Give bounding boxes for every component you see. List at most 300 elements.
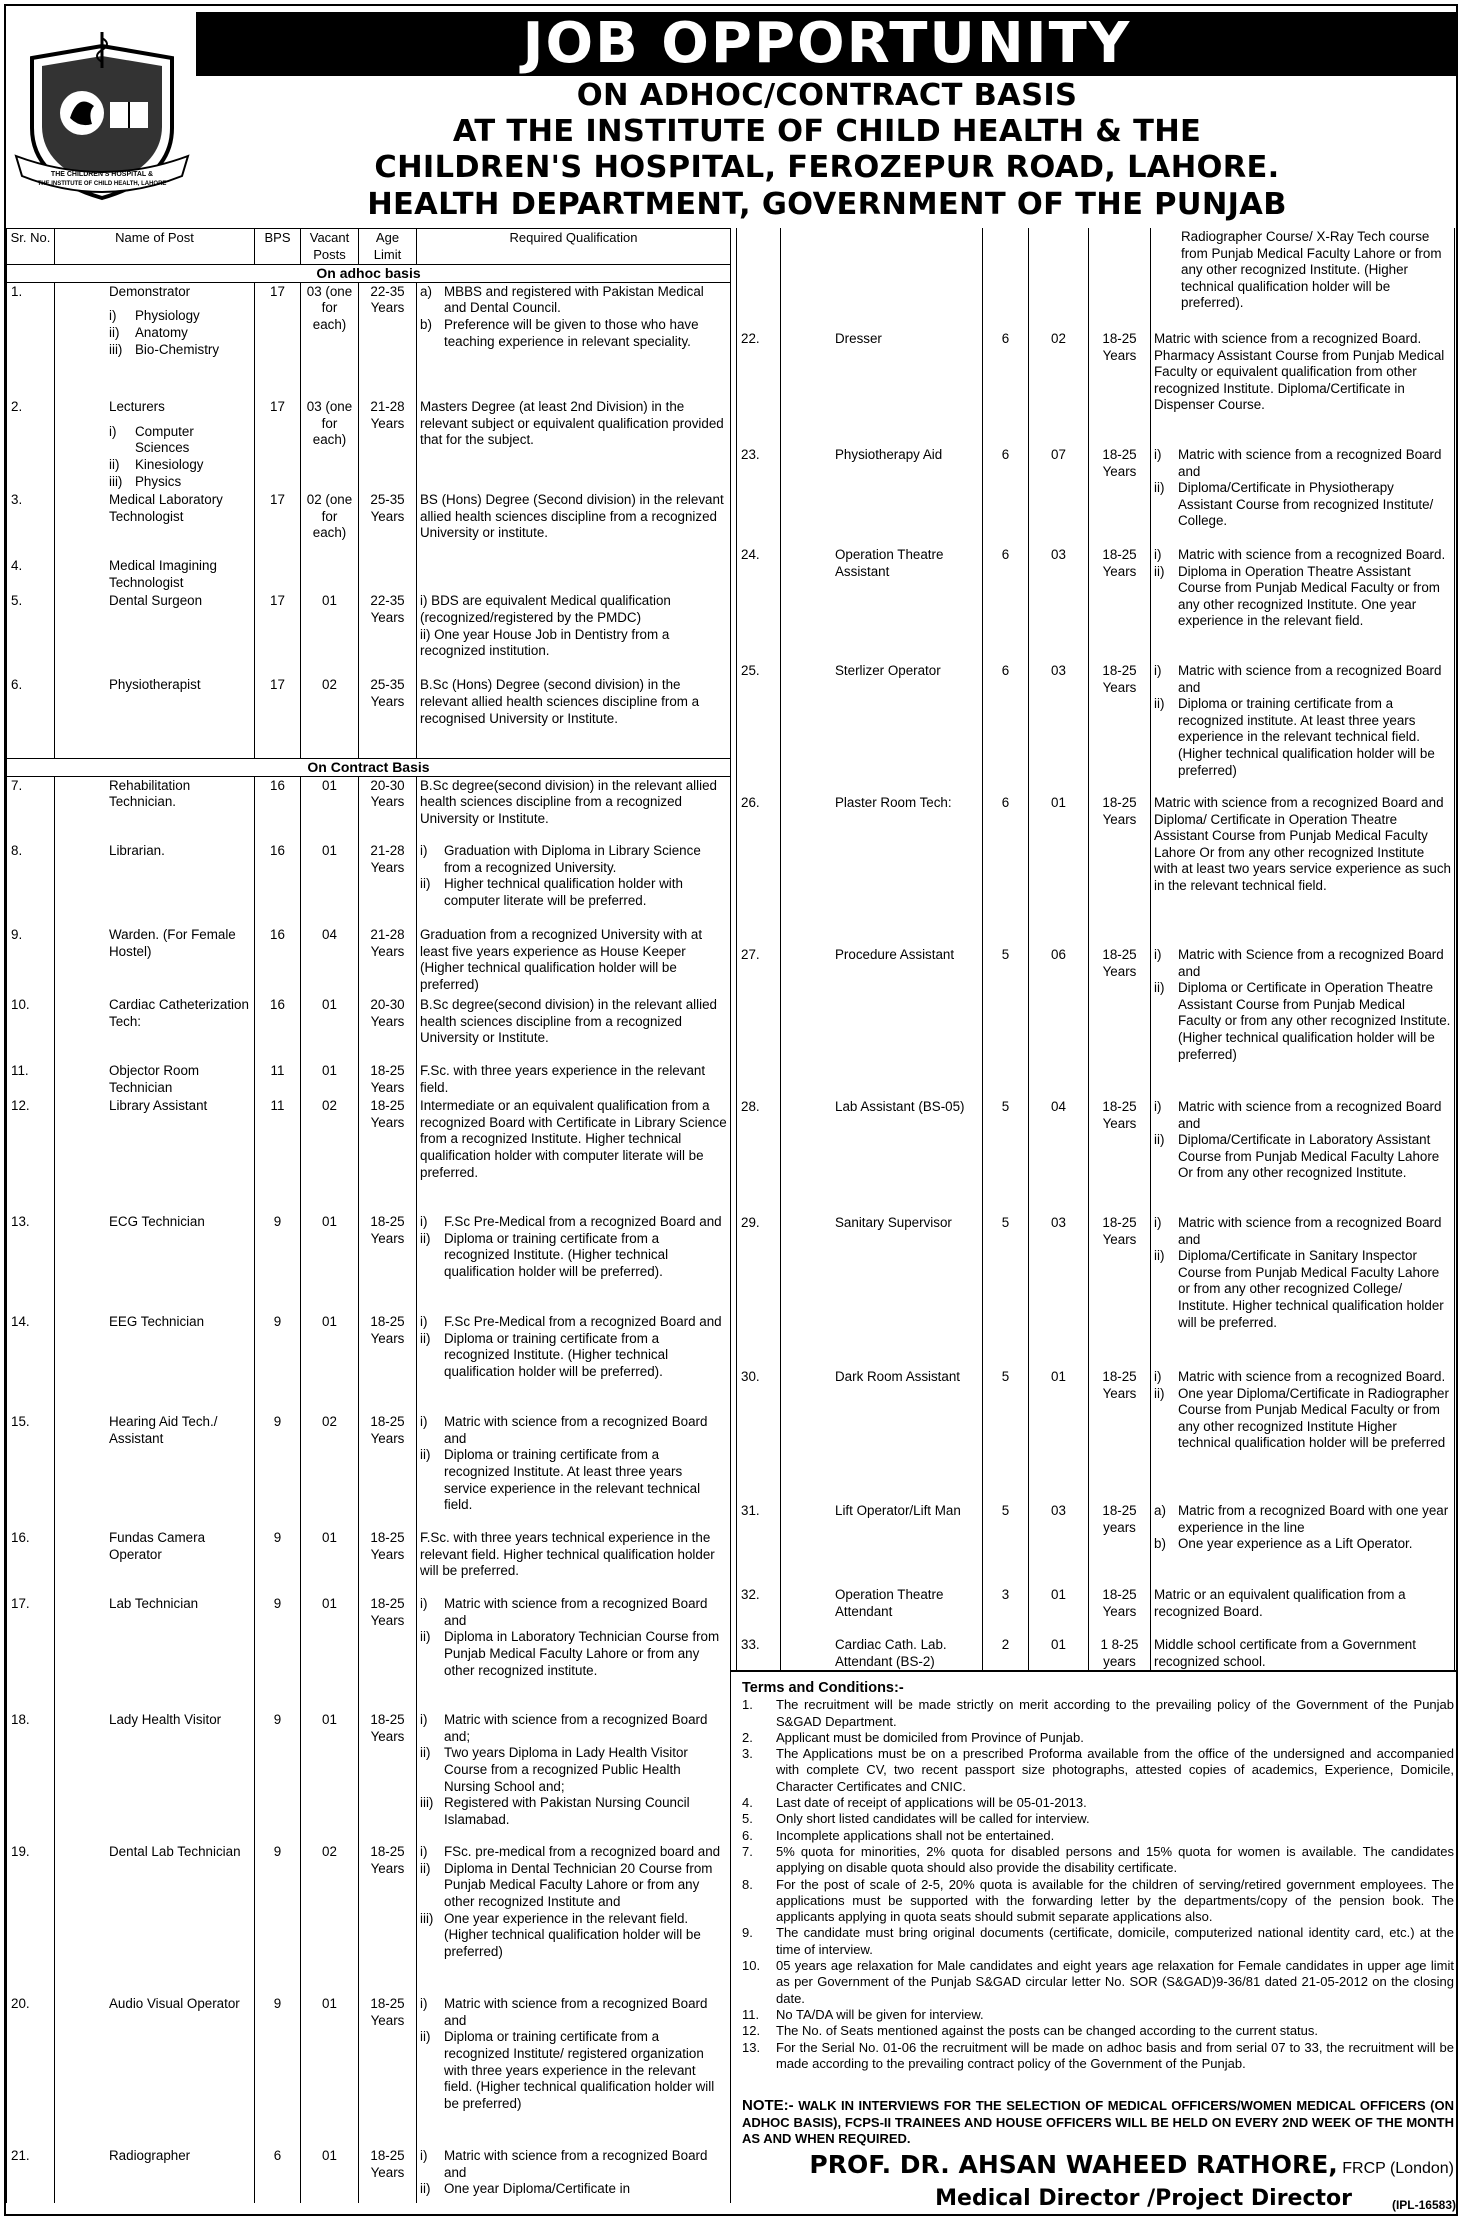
row-bps: 11 xyxy=(255,1097,301,1213)
qualification-marker: i) xyxy=(420,1844,428,1860)
qualification-item xyxy=(420,778,727,828)
qualification-item xyxy=(1154,1099,1451,1132)
row-qualification xyxy=(417,842,731,926)
terms-item xyxy=(742,2007,1454,2023)
qualification-marker: ii) xyxy=(420,876,431,892)
row-post-name xyxy=(55,282,255,398)
row-age-limit: 25-35 Years xyxy=(359,676,417,758)
row-bps: 16 xyxy=(255,926,301,996)
table-row xyxy=(737,946,1455,1098)
row-post-name xyxy=(55,491,255,557)
row-vacant-posts: 02 (one for each) xyxy=(301,491,359,557)
qualification-item xyxy=(1154,795,1451,895)
table-row xyxy=(737,1502,1455,1586)
note-label: NOTE:- xyxy=(742,2097,794,2114)
row-age-limit: 18-25 Years xyxy=(1089,330,1151,446)
qualification-text: F.Sc. with three years experience in the relevant field. xyxy=(420,1063,706,1095)
row-post-name xyxy=(55,842,255,926)
terms-item-number: 6. xyxy=(742,1827,753,1843)
table-row xyxy=(7,1213,731,1313)
row-sr-no: 8. xyxy=(7,842,55,926)
row-bps: 16 xyxy=(255,776,301,842)
row-vacant-posts: 02 xyxy=(1029,330,1089,446)
row-bps: 2 xyxy=(983,1636,1029,1671)
row-bps: 3 xyxy=(983,1586,1029,1636)
row-bps: 17 xyxy=(255,592,301,676)
row-bps: 16 xyxy=(255,842,301,926)
qualification-text: Higher technical qualification holder with computer literate will be preferred. xyxy=(444,876,683,908)
qualification-marker: b) xyxy=(1154,1536,1166,1552)
qualification-text: One year Diploma/Certificate in xyxy=(444,2181,631,2197)
row-qualification xyxy=(1151,1586,1455,1636)
row-qualification xyxy=(417,926,731,996)
post-name: Lift Operator/Lift Man xyxy=(835,1503,961,1518)
qualification-item xyxy=(420,876,727,909)
row-age-limit: 22-35 Years xyxy=(359,282,417,398)
terms-item xyxy=(742,1844,1454,1877)
row-vacant-posts: 01 xyxy=(301,592,359,676)
qualification-item xyxy=(1154,480,1451,530)
row-age-limit: 22-35 Years xyxy=(359,592,417,676)
row-qualification xyxy=(417,1213,731,1313)
post-subject xyxy=(109,325,251,342)
table-row xyxy=(7,776,731,842)
qualification-marker: ii) xyxy=(420,1447,431,1463)
row-age-limit: 18-25 Years xyxy=(359,1843,417,1995)
subject-name: Anatomy xyxy=(135,324,188,340)
terms-item xyxy=(742,1925,1454,1958)
qualification-item xyxy=(1154,331,1451,414)
terms-item xyxy=(742,1811,1454,1827)
qualification-item xyxy=(420,997,727,1047)
qualification-item xyxy=(420,927,727,993)
radiographer-continued: Radiographer Course/ X-Ray Tech course from Punjab Medical Faculty Lahore or from any other recognized Institute. (Higher technical qualification holder will be preferred). xyxy=(1151,228,1455,330)
row-bps: 16 xyxy=(255,996,301,1062)
table-row xyxy=(737,546,1455,662)
header-sr-no: Sr. No. xyxy=(7,229,55,265)
post-name: Physiotherapy Aid xyxy=(835,447,943,462)
terms-item-number: 5. xyxy=(742,1811,753,1827)
row-qualification xyxy=(417,1595,731,1711)
post-name: Procedure Assistant xyxy=(835,947,955,962)
qualification-marker: ii) xyxy=(420,2181,431,2197)
terms-item-text: The No. of Seats mentioned against the posts can be changed according to the current status. xyxy=(776,2023,1319,2039)
qualification-item xyxy=(420,1530,727,1580)
terms-item xyxy=(742,1746,1454,1795)
row-sr-no: 15. xyxy=(7,1413,55,1529)
terms-item-text: Incomplete applications shall not be entertained. xyxy=(776,1827,1055,1843)
terms-item-number: 3. xyxy=(742,1746,753,1762)
qualification-marker: i) xyxy=(420,1596,428,1612)
post-subject xyxy=(109,424,251,457)
note-text: WALK IN INTERVIEWS FOR THE SELECTION OF MEDICAL OFFICERS/WOMEN MEDICAL OFFICERS (ON ADHOC BASIS), FCPS-II TRAINEES AND HOUSE OFFICERS WILL BE HELD ON EVERY 2ND WEEK OF THE MONTH AS AND WHEN REQUIRED. xyxy=(742,2098,1454,2146)
row-bps: 5 xyxy=(983,1502,1029,1586)
qualification-marker: ii) xyxy=(420,1230,431,1246)
row-sr-no: 13. xyxy=(7,1213,55,1313)
row-post-name xyxy=(55,1595,255,1711)
qualification-text: Graduation from a recognized University with at least five years experience as House Keeper (Higher technical qualification holder will be preferred) xyxy=(420,927,703,992)
row-post-name xyxy=(55,776,255,842)
post-name: Lab Technician xyxy=(109,1596,199,1612)
row-post-name xyxy=(55,1097,255,1213)
row-sr-no: 27. xyxy=(737,946,781,1098)
row-vacant-posts: 03 (one for each) xyxy=(301,398,359,491)
row-sr-no: 3. xyxy=(7,491,55,557)
section-contract: On Contract Basis xyxy=(7,758,731,776)
terms-item xyxy=(742,1828,1454,1844)
signatory-title: Medical Director /Project Director xyxy=(935,2186,1352,2211)
qualification-marker: ii) xyxy=(1154,1132,1165,1148)
header-vacant-posts: Vacant Posts xyxy=(301,229,359,265)
terms-item xyxy=(742,1958,1454,2007)
qualification-marker: i) xyxy=(1154,663,1162,678)
right-column xyxy=(736,228,1455,1671)
post-name: Medical Laboratory Technologist xyxy=(109,492,223,524)
qualification-text: Diploma or training certificate from a recognized Institute. (Higher technical qualification holder will be preferred). xyxy=(444,1230,669,1279)
row-bps: 9 xyxy=(255,1213,301,1313)
qualification-text: Matric with science from a recognized Board. xyxy=(1178,1369,1446,1384)
post-name: Dark Room Assistant xyxy=(835,1369,961,1384)
qualification-text: Preference will be given to those who have teaching experience in relevant speciality. xyxy=(444,316,699,349)
row-vacant-posts: 03 xyxy=(1029,1214,1089,1368)
post-subject xyxy=(109,308,251,325)
qualification-marker: iii) xyxy=(420,1795,434,1811)
qualification-item xyxy=(420,1447,727,1513)
qualification-text: Matric with science from a recognized Board and Diploma/ Certificate in Operation Theatre Assistant Course from Punjab Medical Faculty Lahore Or from any other recognized Institute with at least two years service experience as such in the relevant technical field. xyxy=(1154,795,1451,893)
table-row xyxy=(7,842,731,926)
row-age-limit: 18-25 Years xyxy=(1089,1368,1151,1502)
terms-divider xyxy=(730,1670,1458,1672)
row-age-limit: 21-28 Years xyxy=(359,926,417,996)
row-vacant-posts: 01 xyxy=(301,1595,359,1711)
table-row xyxy=(737,794,1455,946)
post-name: Demonstrator xyxy=(109,283,191,299)
post-name: Library Assistant xyxy=(109,1098,208,1114)
qualification-text: Matric with science from a recognized Board and xyxy=(444,1414,708,1446)
qualification-item xyxy=(420,1861,727,1911)
row-sr-no: 7. xyxy=(7,776,55,842)
row-sr-no: 23. xyxy=(737,446,781,546)
row-vacant-posts: 03 xyxy=(1029,662,1089,794)
qualification-text: One year experience as a Lift Operator. xyxy=(1178,1536,1413,1552)
row-vacant-posts: 01 xyxy=(1029,1586,1089,1636)
qualification-text: Matric with science from a recognized Board and xyxy=(444,2148,708,2180)
table-row xyxy=(7,557,731,592)
qualification-marker: ii) xyxy=(1154,1385,1165,1401)
post-name: Audio Visual Operator xyxy=(109,1996,240,2012)
row-age-limit: 18-25 Years xyxy=(359,2147,417,2203)
table-row xyxy=(7,1711,731,1843)
row-bps: 6 xyxy=(983,446,1029,546)
row-vacant-posts: 06 xyxy=(1029,946,1089,1098)
row-bps: 5 xyxy=(983,1214,1029,1368)
terms-item-text: The candidate must bring original documents (certificate, domicile, computerized national identity card, etc.) at the time of interview. xyxy=(776,1925,1454,1957)
table-row xyxy=(7,1413,731,1529)
table-row xyxy=(7,2147,731,2203)
qualification-marker: ii) xyxy=(1154,1248,1165,1264)
row-bps: 17 xyxy=(255,491,301,557)
row-qualification xyxy=(417,2147,731,2203)
row-post-name xyxy=(55,1711,255,1843)
signature-name-line xyxy=(742,2150,1454,2179)
post-name: Radiographer xyxy=(109,2148,191,2164)
row-post-name xyxy=(55,1313,255,1413)
header-name-of-post: Name of Post xyxy=(55,229,255,265)
row-post-name xyxy=(781,1636,983,1671)
row-age-limit xyxy=(359,557,417,592)
subject-name: Kinesiology xyxy=(135,457,204,473)
row-age-limit: 18-25 Years xyxy=(359,1529,417,1595)
row-age-limit: 25-35 Years xyxy=(359,491,417,557)
qualification-item xyxy=(1154,663,1451,696)
row-post-name xyxy=(781,1214,983,1368)
row-qualification xyxy=(417,676,731,758)
qualification-item xyxy=(420,1712,727,1745)
qualification-text: One year experience in the relevant field. (Higher technical qualification holder will be preferred) xyxy=(444,1910,701,1959)
qualification-item xyxy=(420,627,727,660)
table-row xyxy=(7,1995,731,2147)
post-name: Lecturers xyxy=(109,399,165,415)
row-vacant-posts: 01 xyxy=(301,776,359,842)
qualification-item xyxy=(1154,1248,1451,1331)
qualification-item xyxy=(420,1596,727,1629)
qualification-marker: i) xyxy=(420,1996,428,2012)
row-vacant-posts: 01 xyxy=(301,996,359,1062)
row-sr-no: 22. xyxy=(737,330,781,446)
row-vacant-posts: 04 xyxy=(301,926,359,996)
qualification-item xyxy=(420,1098,727,1181)
row-bps: 9 xyxy=(255,1711,301,1843)
qualification-item xyxy=(1154,447,1451,480)
qualification-item xyxy=(1154,1215,1451,1248)
post-name: Sterlizer Operator xyxy=(835,663,941,678)
row-qualification xyxy=(417,1062,731,1097)
table-row xyxy=(737,1368,1455,1502)
row-qualification xyxy=(417,398,731,491)
row-bps: 9 xyxy=(255,1995,301,2147)
row-age-limit: 18-25 Years xyxy=(1089,1586,1151,1636)
table-row xyxy=(737,330,1455,446)
qualification-text: F.Sc Pre-Medical from a recognized Board and xyxy=(444,1314,722,1330)
terms-item-number: 4. xyxy=(742,1795,753,1811)
qualification-item xyxy=(420,1745,727,1795)
row-age-limit: 18-25 Years xyxy=(359,1097,417,1213)
row-qualification xyxy=(417,1313,731,1413)
row-vacant-posts: 02 xyxy=(301,1097,359,1213)
qualification-item xyxy=(420,1844,727,1861)
section-adhoc: On adhoc basis xyxy=(7,265,731,283)
row-age-limit: 18-25 Years xyxy=(359,1595,417,1711)
qualification-text: Diploma/Certificate in Sanitary Inspector Course from Punjab Medical Faculty Lahore or from any other recognized College/ Institute. Higher technical qualification holder will be preferred. xyxy=(1178,1248,1444,1330)
qualification-marker: ii) xyxy=(420,1860,431,1876)
qualification-item xyxy=(420,1629,727,1679)
row-vacant-posts: 01 xyxy=(301,1529,359,1595)
qualification-item xyxy=(420,1314,727,1331)
qualification-marker: ii) xyxy=(420,1745,431,1761)
row-qualification xyxy=(1151,330,1455,446)
terms-item xyxy=(742,1877,1454,1926)
row-qualification xyxy=(1151,946,1455,1098)
post-name: Rehabilitation Technician. xyxy=(109,777,191,810)
row-qualification xyxy=(1151,1502,1455,1586)
row-qualification xyxy=(1151,446,1455,546)
row-bps: 6 xyxy=(255,2147,301,2203)
qualification-item xyxy=(420,1063,727,1096)
post-name: ECG Technician xyxy=(109,1214,205,1230)
row-sr-no: 18. xyxy=(7,1711,55,1843)
row-post-name xyxy=(781,794,983,946)
row-sr-no: 4. xyxy=(7,557,55,592)
qualification-text: MBBS and registered with Pakistan Medical and Dental Council. xyxy=(444,283,704,316)
qualification-marker: ii) xyxy=(1154,563,1165,579)
qualification-item xyxy=(420,593,727,626)
row-post-name xyxy=(781,1586,983,1636)
post-name: Sanitary Supervisor xyxy=(835,1215,952,1230)
table-row xyxy=(7,1313,731,1413)
table-row xyxy=(7,1062,731,1097)
row-vacant-posts: 01 xyxy=(301,2147,359,2203)
table-row xyxy=(7,1529,731,1595)
qualification-item xyxy=(420,284,727,317)
terms-and-conditions xyxy=(742,1680,1454,2072)
row-age-limit: 18-25 Years xyxy=(1089,1214,1151,1368)
table-row xyxy=(7,926,731,996)
row-qualification xyxy=(417,1711,731,1843)
post-name: Plaster Room Tech: xyxy=(835,795,952,810)
row-qualification xyxy=(417,1097,731,1213)
note xyxy=(742,2098,1454,2148)
qualification-text: Middle school certificate from a Government recognized school. xyxy=(1154,1637,1416,1669)
row-bps: 17 xyxy=(255,282,301,398)
header-line-3: CHILDREN'S HOSPITAL, FEROZEPUR ROAD, LAHORE. xyxy=(374,150,1280,185)
row-sr-no: 10. xyxy=(7,996,55,1062)
row-post-name xyxy=(781,446,983,546)
row-sr-no: 6. xyxy=(7,676,55,758)
row-age-limit: 18-25 Years xyxy=(1089,662,1151,794)
row-vacant-posts: 01 xyxy=(1029,1636,1089,1671)
signatory-suffix: FRCP (London) xyxy=(1342,2160,1454,2177)
qualification-item xyxy=(420,843,727,876)
row-vacant-posts: 03 (one for each) xyxy=(301,282,359,398)
row-age-limit: 18-25 Years xyxy=(1089,794,1151,946)
row-sr-no: 1. xyxy=(7,282,55,398)
post-name: Physiotherapist xyxy=(109,677,201,693)
row-post-name xyxy=(781,1368,983,1502)
qualification-text: Matric with science from a recognized Board and; xyxy=(444,1712,708,1744)
row-post-name xyxy=(55,592,255,676)
terms-item-number: 9. xyxy=(742,1925,753,1941)
post-name: Medical Imagining Technologist xyxy=(109,558,217,590)
terms-item-text: Applicant must be domiciled from Province of Punjab. xyxy=(776,1729,1084,1745)
row-sr-no: 5. xyxy=(7,592,55,676)
qualification-marker: i) xyxy=(420,1314,428,1330)
qualification-text: Matric with science from a recognized Board. Pharmacy Assistant Course from Punjab Medical Faculty or equivalent qualification from other recognized Institute. Diploma/Certificate in Dispenser Course. xyxy=(1154,331,1445,413)
row-sr-no: 14. xyxy=(7,1313,55,1413)
row-vacant-posts: 07 xyxy=(1029,446,1089,546)
qualification-text: Matric with science from a recognized Board and xyxy=(444,1996,708,2028)
qualification-marker: a) xyxy=(1154,1503,1166,1518)
row-sr-no: 31. xyxy=(737,1502,781,1586)
row-vacant-posts: 03 xyxy=(1029,1502,1089,1586)
terms-item-number: 11. xyxy=(742,2006,760,2022)
qualification-text: Matric with science from a recognized Board and xyxy=(444,1596,708,1628)
qualification-text: B.Sc degree(second division) in the relevant allied health sciences discipline from a recognized University or Institute. xyxy=(420,997,717,1046)
qualification-item xyxy=(1154,1587,1451,1620)
row-bps: 9 xyxy=(255,1595,301,1711)
subject-marker: ii) xyxy=(109,457,120,473)
qualification-text: B.Sc (Hons) Degree (second division) in the relevant allied health sciences discipline from a recognised University or Institute. xyxy=(420,677,700,726)
row-post-name xyxy=(781,1502,983,1586)
terms-item-text: For the post of scale of 2-5, 20% quota is available for the children of serving/retired government employees. The applications must be supported with the forwarding letter by the departments/copy of the pension book. The applicants applying in quota seats should submit separate applications also. xyxy=(776,1876,1454,1925)
row-bps: 17 xyxy=(255,676,301,758)
qualification-item xyxy=(420,492,727,542)
qualification-marker: ii) xyxy=(420,1330,431,1346)
qualification-text: FSc. pre-medical from a recognized board and xyxy=(444,1844,721,1860)
row-post-name xyxy=(55,1213,255,1313)
qualification-marker: ii) xyxy=(420,1629,431,1645)
post-name: Cardiac Cath. Lab. Attendant (BS-2) xyxy=(835,1637,947,1669)
qualification-item xyxy=(420,1331,727,1381)
row-sr-no: 33. xyxy=(737,1636,781,1671)
left-column xyxy=(6,228,731,2203)
terms-item-text: No TA/DA will be given for interview. xyxy=(776,2006,984,2022)
qualification-text: F.Sc. with three years technical experience in the relevant field. Higher technical qualification holder will be preferred. xyxy=(420,1530,715,1579)
qualification-item xyxy=(420,1214,727,1231)
row-age-limit: 21-28 Years xyxy=(359,842,417,926)
svg-text:THE CHILDREN'S HOSPITAL &: THE CHILDREN'S HOSPITAL & xyxy=(50,171,154,178)
qualification-text: B.Sc degree(second division) in the relevant allied health sciences discipline from a recognized University or Institute. xyxy=(420,777,717,826)
post-name: Dental Surgeon xyxy=(109,593,203,609)
qualification-item xyxy=(420,317,727,350)
terms-item-text: The recruitment will be made strictly on merit according to the prevailing policy of the Government of the Punjab S&GAD Department. xyxy=(776,1697,1454,1729)
row-sr-no: 9. xyxy=(7,926,55,996)
terms-item-number: 10. xyxy=(742,1958,761,1974)
row-post-name xyxy=(55,398,255,491)
row-vacant-posts: 02 xyxy=(301,1413,359,1529)
qualification-text: Diploma or Certificate in Operation Theatre Assistant Course from Punjab Medical Faculty or from any other recognized Institute. (Higher technical qualification holder will be preferred) xyxy=(1178,980,1451,1062)
row-qualification xyxy=(417,1995,731,2147)
qualification-marker: i) xyxy=(1154,947,1162,962)
row-bps: 9 xyxy=(255,1529,301,1595)
row-post-name xyxy=(781,1098,983,1214)
qualification-item xyxy=(420,399,727,449)
terms-item-number: 13. xyxy=(742,2039,761,2055)
row-qualification xyxy=(417,592,731,676)
row-age-limit: 18-25 Years xyxy=(359,1413,417,1529)
row-vacant-posts: 04 xyxy=(1029,1098,1089,1214)
qualification-text: i) BDS are equivalent Medical qualification (recognized/registered by the PMDC) xyxy=(420,593,671,626)
table-row xyxy=(7,1097,731,1213)
row-post-name xyxy=(55,557,255,592)
row-post-name xyxy=(781,662,983,794)
terms-item-text: 05 years age relaxation for Male candidates and eight years age relaxation for Female candidates in upper age limit as per Government of the Punjab S&GAD circular letter No. SOR (S&GAD)9-36/81 dated 21-05-2012 on the closing date. xyxy=(776,1958,1454,2006)
header-line-4: HEALTH DEPARTMENT, GOVERNMENT OF THE PUNJAB xyxy=(367,187,1287,222)
row-bps: 9 xyxy=(255,1313,301,1413)
qualification-item xyxy=(420,1795,727,1828)
row-sr-no: 24. xyxy=(737,546,781,662)
table-row xyxy=(7,592,731,676)
subject-marker: i) xyxy=(109,308,117,324)
row-qualification xyxy=(417,1529,731,1595)
row-qualification xyxy=(1151,1368,1455,1502)
header-line-2: AT THE INSTITUTE OF CHILD HEALTH & THE xyxy=(452,114,1202,149)
qualification-text: Diploma in Operation Theatre Assistant Course from Punjab Medical Faculty or from any other recognized Institute. One year experience in the relevant field. xyxy=(1178,563,1440,629)
post-name: Operation Theatre Attendant xyxy=(835,1587,944,1619)
qualification-text: Registered with Pakistan Nursing Council Islamabad. xyxy=(444,1795,690,1827)
row-sr-no: 12. xyxy=(7,1097,55,1213)
qualification-text: Diploma/Certificate in Laboratory Assistant Course from Punjab Medical Faculty Lahore Or from any other recognized Institute. xyxy=(1178,1132,1440,1181)
qualification-marker: i) xyxy=(1154,447,1162,462)
